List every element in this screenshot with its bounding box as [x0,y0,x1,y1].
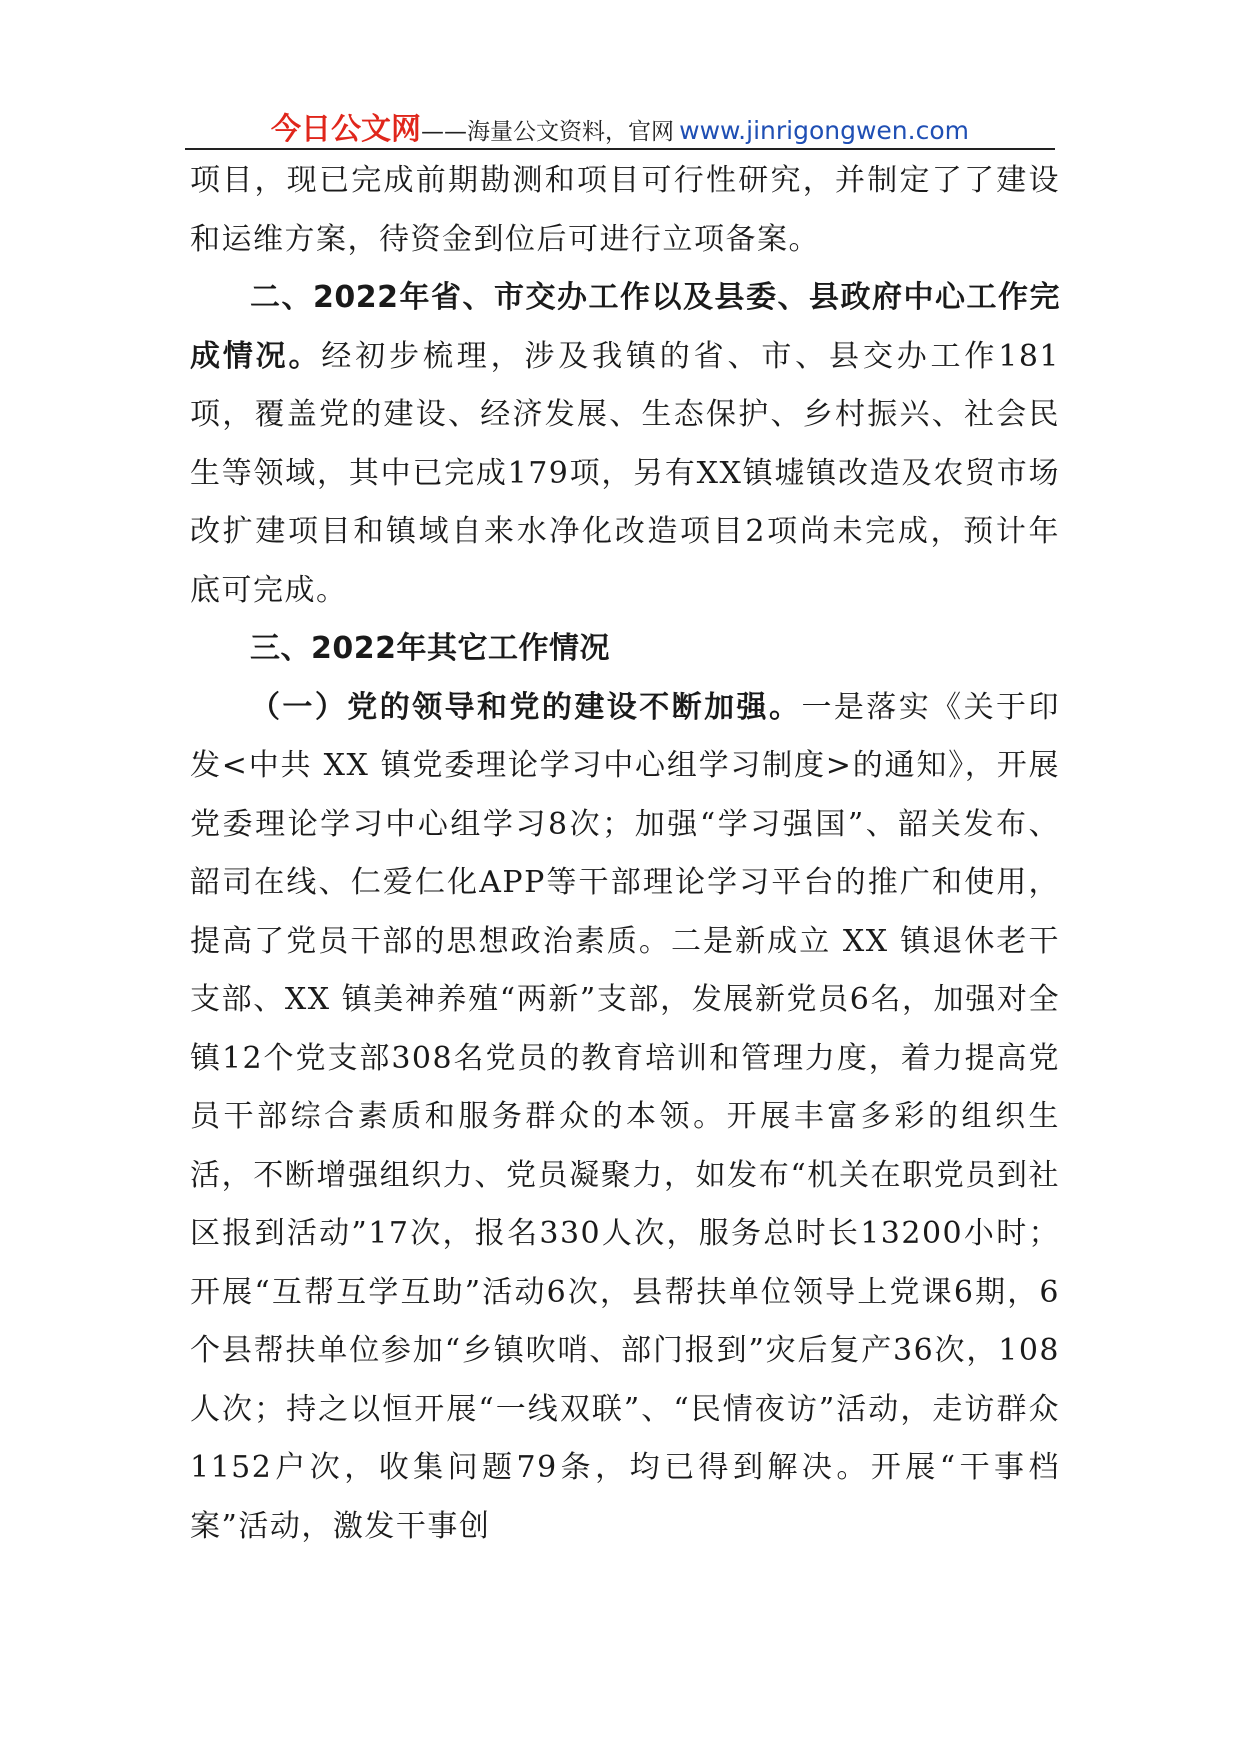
site-header [185,104,1055,148]
site-url-link[interactable]: www.jinrigongwen.com [679,116,969,145]
document-body [190,152,1060,1556]
subsection-one-heading: （一）党的领导和党的建设不断加强。 [250,689,802,725]
section-three-heading: 三、2022年其它工作情况 [250,631,610,666]
header-divider [185,148,1055,150]
paragraph-continuation: 项目，现已完成前期勘测和项目可行性研究，并制定了了建设和运维方案，待资金到位后可进行立项备案。 [190,163,1060,257]
paragraph-subsection-one [190,679,1060,1557]
paragraph-section-two [190,269,1060,620]
subsection-one-text: 一是落实《关于印发<中共 XX 镇党委理论学习中心组学习制度>的通知》，开展党委理论学习中心组学习8次；加强“学习强国”、韶关发布、韶司在线、仁爱仁化APP等干部理论学习平台的推广和使用，提高了党员干部的思想政治素质。二是新成立 XX 镇退休老干支部、XX 镇美神养殖“两新”支部，发展新党员6名，加强对全镇12个党支部308名党员的教育培训和管理力度，着力提高党员干部综合素质和服务群众的本领。开展丰富多彩的组织生活，不断增强组织力、党员凝聚力，如发布“机关在职党员到社区报到活动”17次，报名330人次，服务总时长13200小时；开展“互帮互学互助”活动6次，县帮扶单位领导上党课6期，6个县帮扶单位参加“乡镇吹哨、部门报到”灾后复产36次，108人次；持之以恒开展“一线双联”、“民情夜访”活动，走访群众1152户次，收集问题79条，均已得到解决。开展“干事档案”活动，激发干事创 [190,689,1060,1544]
section-two-text: 经初步梳理，涉及我镇的省、市、县交办工作181项，覆盖党的建设、经济发展、生态保护、乡村振兴、社会民生等领域，其中已完成179项，另有XX镇墟镇改造及农贸市场改扩建项目和镇域自来水净化改造项目2项尚未完成，预计年底可完成。 [190,338,1060,608]
site-description: ——海量公文资料，官网 [421,119,675,145]
site-brand: 今日公文网 [271,112,422,147]
section-two-heading: 二、2022年省、市交办工作以及县委、县政府中心工作完成情况。 [190,280,1060,374]
